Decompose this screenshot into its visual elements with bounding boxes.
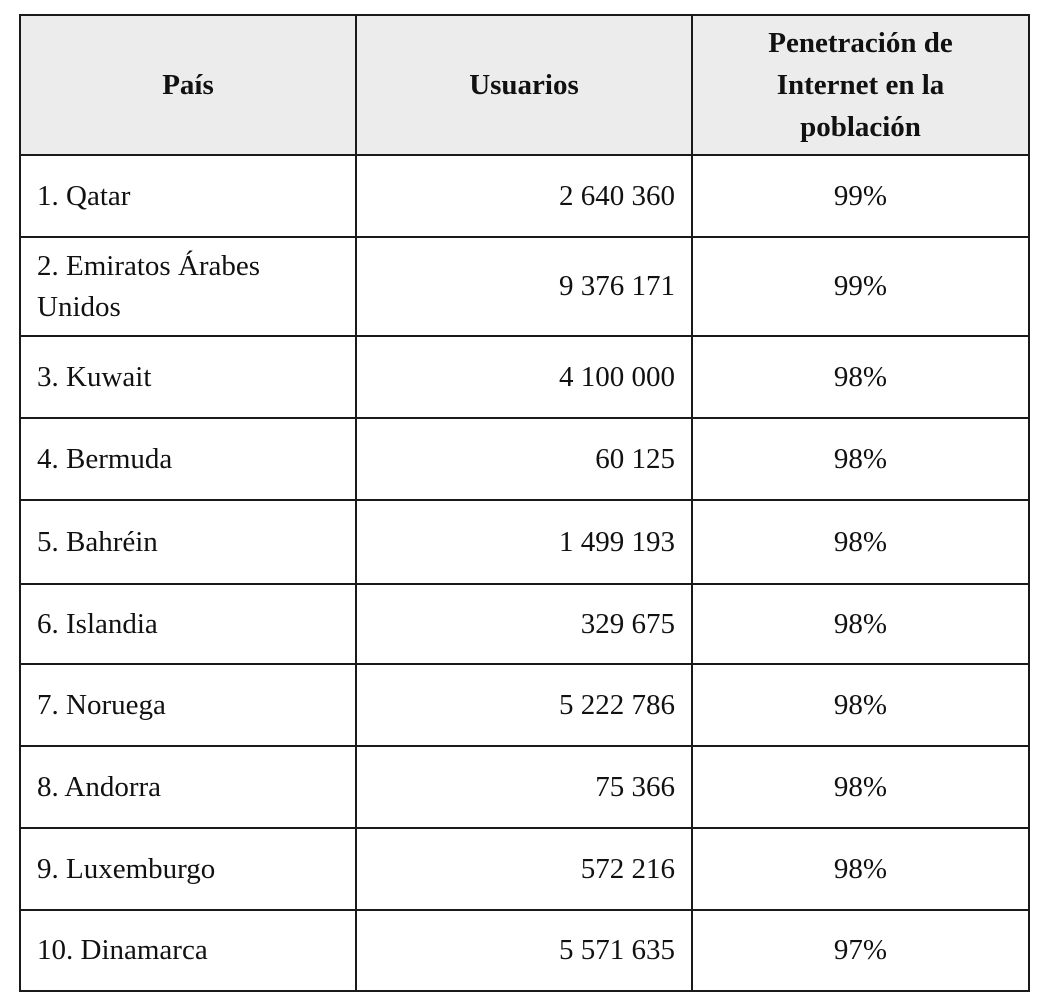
penetration-cell: 98%	[692, 584, 1029, 664]
users-cell: 5 571 635	[356, 910, 692, 991]
table-row	[20, 155, 1029, 237]
penetration-cell: 98%	[692, 664, 1029, 746]
table-row	[20, 237, 1029, 336]
penetration-cell: 98%	[692, 418, 1029, 500]
penetration-cell: 99%	[692, 155, 1029, 237]
users-cell: 9 376 171	[356, 237, 692, 336]
table-body	[20, 155, 1029, 991]
country-cell: 3. Kuwait	[20, 336, 356, 418]
penetration-cell: 97%	[692, 910, 1029, 991]
users-cell: 75 366	[356, 746, 692, 828]
header-penetration: Penetración de Internet en la población	[692, 15, 1029, 155]
country-cell: 4. Bermuda	[20, 418, 356, 500]
country-cell: 9. Luxemburgo	[20, 828, 356, 910]
header-country: País	[20, 15, 356, 155]
users-cell: 2 640 360	[356, 155, 692, 237]
table-row	[20, 664, 1029, 746]
table-row	[20, 336, 1029, 418]
penetration-cell: 98%	[692, 500, 1029, 584]
country-cell: 7. Noruega	[20, 664, 356, 746]
country-cell: 8. Andorra	[20, 746, 356, 828]
internet-users-table	[19, 14, 1030, 992]
users-cell: 329 675	[356, 584, 692, 664]
table-header	[20, 15, 1029, 155]
table-row	[20, 418, 1029, 500]
penetration-cell: 98%	[692, 828, 1029, 910]
table-row	[20, 910, 1029, 991]
penetration-cell: 98%	[692, 746, 1029, 828]
header-users: Usuarios	[356, 15, 692, 155]
table-row	[20, 584, 1029, 664]
users-cell: 572 216	[356, 828, 692, 910]
table-row	[20, 746, 1029, 828]
users-cell: 5 222 786	[356, 664, 692, 746]
country-cell: 6. Islandia	[20, 584, 356, 664]
users-cell: 4 100 000	[356, 336, 692, 418]
country-cell: 2. Emiratos Árabes Unidos	[20, 237, 356, 336]
country-cell: 1. Qatar	[20, 155, 356, 237]
table-row	[20, 828, 1029, 910]
users-cell: 60 125	[356, 418, 692, 500]
penetration-cell: 99%	[692, 237, 1029, 336]
header-row	[20, 15, 1029, 155]
users-cell: 1 499 193	[356, 500, 692, 584]
table-row	[20, 500, 1029, 584]
country-cell: 10. Dinamarca	[20, 910, 356, 991]
penetration-cell: 98%	[692, 336, 1029, 418]
country-cell: 5. Bahréin	[20, 500, 356, 584]
